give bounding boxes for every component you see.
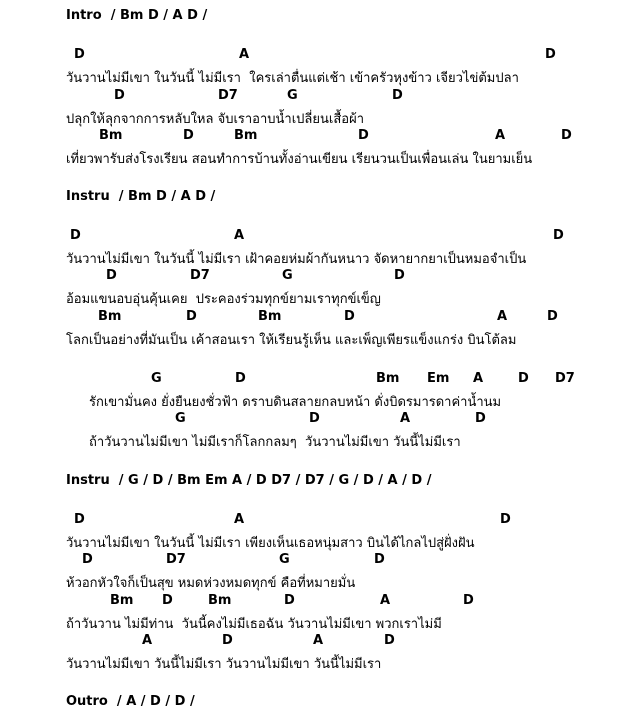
lyric-line: ถ้าวันวาน ไม่มีท่าน วันนี้คงไม่มีเธอฉัน วันวานไม่มีเขา พวกเราไม่มี (66, 617, 442, 632)
chord: D (545, 47, 556, 62)
chord: D (183, 128, 194, 143)
chord: D (518, 371, 529, 386)
lyric-line: รักเขามั่นคง ยั่งยืนยงชั่วฟ้า ดราบดินสลายกลบหน้า ดั่งบิดรมารดาค่าน้ำนม (89, 395, 502, 410)
chord-line (0, 309, 620, 329)
chord: D (235, 371, 246, 386)
chord: D (82, 552, 93, 567)
chord: A (234, 228, 245, 243)
chord: Bm (98, 309, 122, 324)
lyric-line: เที่ยวพารับส่งโรงเรียน สอนทำการบ้านทั้งอ่านเขียน เรียนวนเป็นเพื่อนเล่น ในยามเย็น (66, 152, 533, 167)
chord: D7 (190, 268, 210, 283)
chord: D7 (166, 552, 186, 567)
lyric-line: โลกเป็นอย่างที่มันเป็น เค้าสอนเรา ให้เรียนรู้เห็น และเพ็ญเพียรแข็งแกร่ง บินโต้ลม (66, 333, 517, 348)
chord: D (74, 47, 85, 62)
chord: D (384, 633, 395, 648)
chord-line (0, 552, 620, 572)
section-instru: Instru / Bm D / A D / (66, 189, 216, 204)
lyric-line: วันวานไม่มีเขา วันนี้ไม่มีเรา วันวานไม่มีเขา วันนี้ไม่มีเรา (66, 657, 382, 672)
chord-line (0, 128, 620, 148)
chord-line (0, 512, 620, 532)
chord: G (175, 411, 186, 426)
chord: A (239, 47, 250, 62)
chord: D (222, 633, 233, 648)
chord: D (358, 128, 369, 143)
chord: Bm (110, 593, 134, 608)
chord: G (279, 552, 290, 567)
lyric-line: วันวานไม่มีเขา ในวันนี้ ไม่มีเรา ใครเล่าตื่นแต่เช้า เข้าครัวหุงข้าว เจียวไข่ต้มปลา (66, 71, 519, 86)
chord: D (561, 128, 572, 143)
chord-line (0, 371, 620, 391)
lyric-line: ห้วอกหัวใจก็เป็นสุข หมดห่วงหมดทุกข์ คือที่หมายมั่น (66, 576, 356, 591)
chord: D7 (218, 88, 238, 103)
chord-line (0, 593, 620, 613)
chord: D (186, 309, 197, 324)
chord: D (114, 88, 125, 103)
chord-line (0, 228, 620, 248)
chord: A (313, 633, 324, 648)
chord: D (475, 411, 486, 426)
chord: Bm (234, 128, 258, 143)
chord-line (0, 411, 620, 431)
chord-line (0, 633, 620, 653)
chord: A (400, 411, 411, 426)
chord-line (0, 88, 620, 108)
chord: Bm (376, 371, 400, 386)
chord: D (394, 268, 405, 283)
section-intro: Intro / Bm D / A D / (66, 8, 208, 23)
chord: D (344, 309, 355, 324)
lyric-line: อ้อมแขนอบอุ่นคุ้นเคย ประคองร่วมทุกข์ยามเราทุกข์เข็ญ (66, 292, 381, 307)
chord: D (70, 228, 81, 243)
chord: A (497, 309, 508, 324)
chord-line (0, 268, 620, 288)
chord: D (463, 593, 474, 608)
chord: D (553, 228, 564, 243)
chord: D (392, 88, 403, 103)
chord: A (142, 633, 153, 648)
chord: D (106, 268, 117, 283)
section-instru: Instru / G / D / Bm Em A / D D7 / D7 / G / D / A / D / (66, 473, 432, 488)
chord: D7 (555, 371, 575, 386)
lyric-line: วันวานไม่มีเขา ในวันนี้ ไม่มีเรา เพียงเห็นเธอหนุ่มสาว บินได้ไกลไปสู่ฝั่งฝัน (66, 536, 475, 551)
lyric-line: ถ้าวันวานไม่มีเขา ไม่มีเราก็โลกกลมๆ วันวานไม่มีเขา วันนี้ไม่มีเรา (89, 435, 461, 450)
lyric-line: วันวานไม่มีเขา ในวันนี้ ไม่มีเรา เฝ้าคอยห่มผ้ากันหนาว จัดหายากยาเป็นหมอจำเป็น (66, 252, 527, 267)
chord: A (495, 128, 506, 143)
chord-line (0, 47, 620, 67)
chord: D (74, 512, 85, 527)
section-outro: Outro / A / D / D / (66, 694, 195, 709)
chord: G (287, 88, 298, 103)
chord: D (284, 593, 295, 608)
lyric-line: ปลุกให้ลุกจากการหลับใหล จับเราอาบน้ำเปลี่ยนเสื้อผ้า (66, 112, 364, 127)
chord: D (374, 552, 385, 567)
chord: Bm (99, 128, 123, 143)
chord: Em (427, 371, 450, 386)
chord: D (500, 512, 511, 527)
chord: D (309, 411, 320, 426)
chord: D (547, 309, 558, 324)
chord: Bm (258, 309, 282, 324)
chord: G (151, 371, 162, 386)
chord: A (380, 593, 391, 608)
chord: A (234, 512, 245, 527)
chord: A (473, 371, 484, 386)
chord: G (282, 268, 293, 283)
chord: Bm (208, 593, 232, 608)
chord: D (162, 593, 173, 608)
